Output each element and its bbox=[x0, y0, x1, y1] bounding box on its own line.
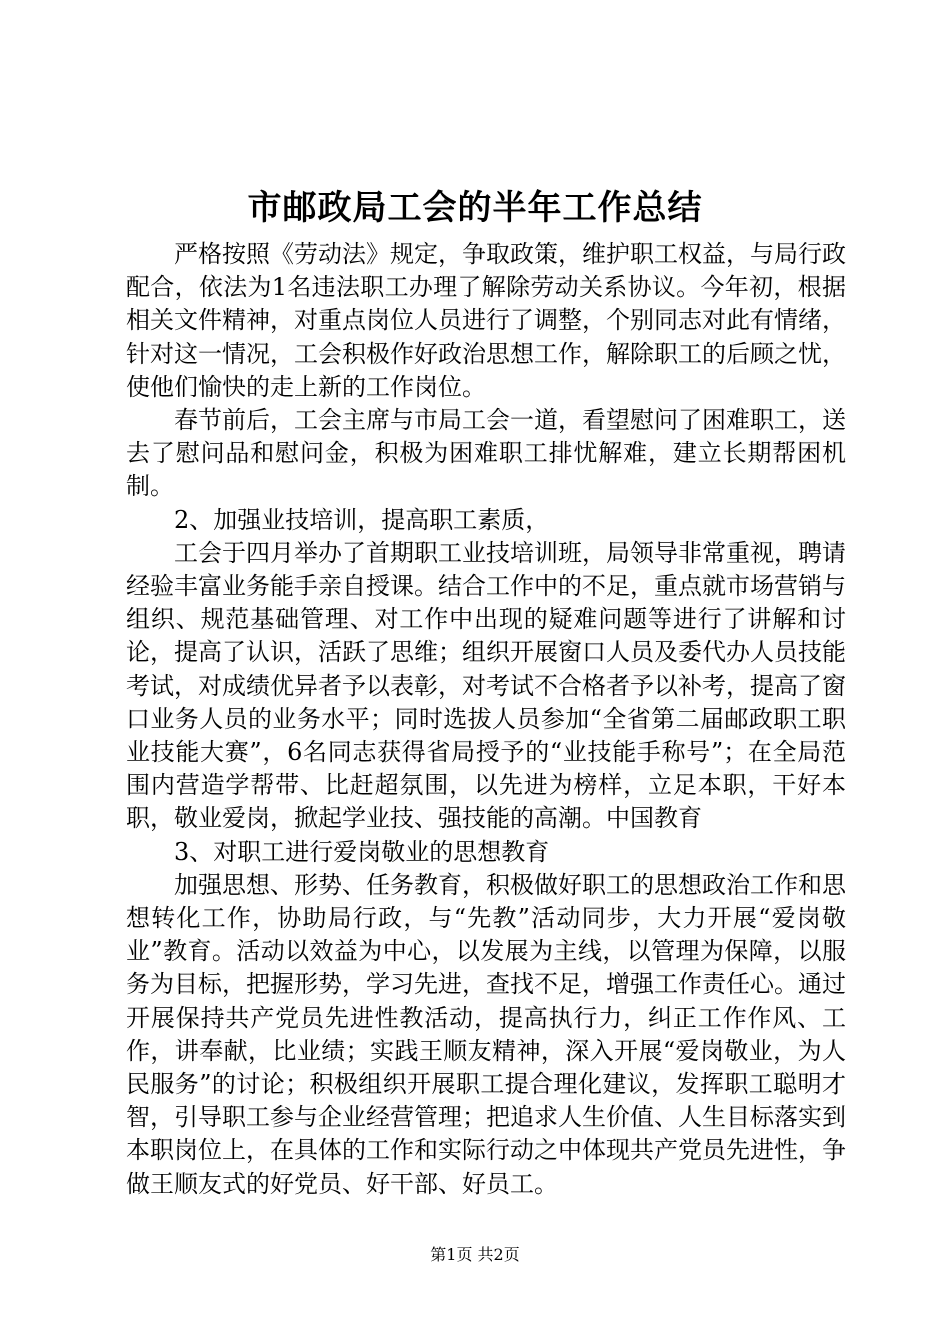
paragraph-training: 工会于四月举办了首期职工业技培训班，局领导非常重视，聘请经验丰富业务能手亲自授课。结合工作中的不足，重点就市场营销与组织、规范基础管理、对工作中出现的疑难问题等进行了讲解和讨论，提高了认识，活跃了思维；组织开展窗口人员及委代办人员技能考试，对成绩优异者予以表彰，对考试不合格者予以补考，提高了窗口业务人员的业务水平；同时选拔人员参加“全省第二届邮政职工职业技能大赛”，6名同志获得省局授予的“业技能手称号”；在全局范围内营造学帮带、比赶超氛围，以先进为榜样，立足本职，干好本职，敬业爱岗，掀起学业技、强技能的高潮。中国教育 bbox=[126, 538, 846, 833]
page-number-footer: 第1页 共2页 bbox=[430, 1245, 520, 1264]
paragraph-education: 加强思想、形势、任务教育，积极做好职工的思想政治工作和思想转化工作，协助局行政，与“先教”活动同步，大力开展“爱岗敬业”教育。活动以效益为中心，以发展为主线，以管理为保障，以服务为目标，把握形势，学习先进，查找不足，增强工作责任心。通过开展保持共产党员先进性教活动，提高执行力，纠正工作作风、工作，讲奉献，比业绩；实践王顺友精神，深入开展“爱岗敬业，为人民服务”的讨论；积极组织开展职工提合理化建议，发挥职工聪明才智，引导职工参与企业经营管理；把追求人生价值、人生目标落实到本职岗位上，在具体的工作和实际行动之中体现共产党员先进性，争做王顺友式的好党员、好干部、好员工。 bbox=[126, 870, 846, 1198]
document-body bbox=[126, 238, 846, 1201]
section-heading-education: 3、对职工进行爱岗敬业的思想教育 bbox=[174, 837, 550, 866]
document-title: 市邮政局工会的半年工作总结 bbox=[247, 188, 703, 228]
paragraph-spring-festival: 春节前后，工会主席与市局工会一道，看望慰问了困难职工，送去了慰问品和慰问金，积极为困难职工排忧解难，建立长期帮困机制。 bbox=[126, 406, 846, 501]
section-heading-training: 2、加强业技培训，提高职工素质， bbox=[174, 505, 550, 534]
paragraph-labor-law: 严格按照《劳动法》规定，争取政策，维护职工权益，与局行政配合，依法为1名违法职工办理了解除劳动关系协议。今年初，根据相关文件精神，对重点岗位人员进行了调整，个别同志对此有情绪，针对这一情况，工会积极作好政治思想工作，解除职工的后顾之忧，使他们愉快的走上新的工作岗位。 bbox=[126, 240, 846, 401]
